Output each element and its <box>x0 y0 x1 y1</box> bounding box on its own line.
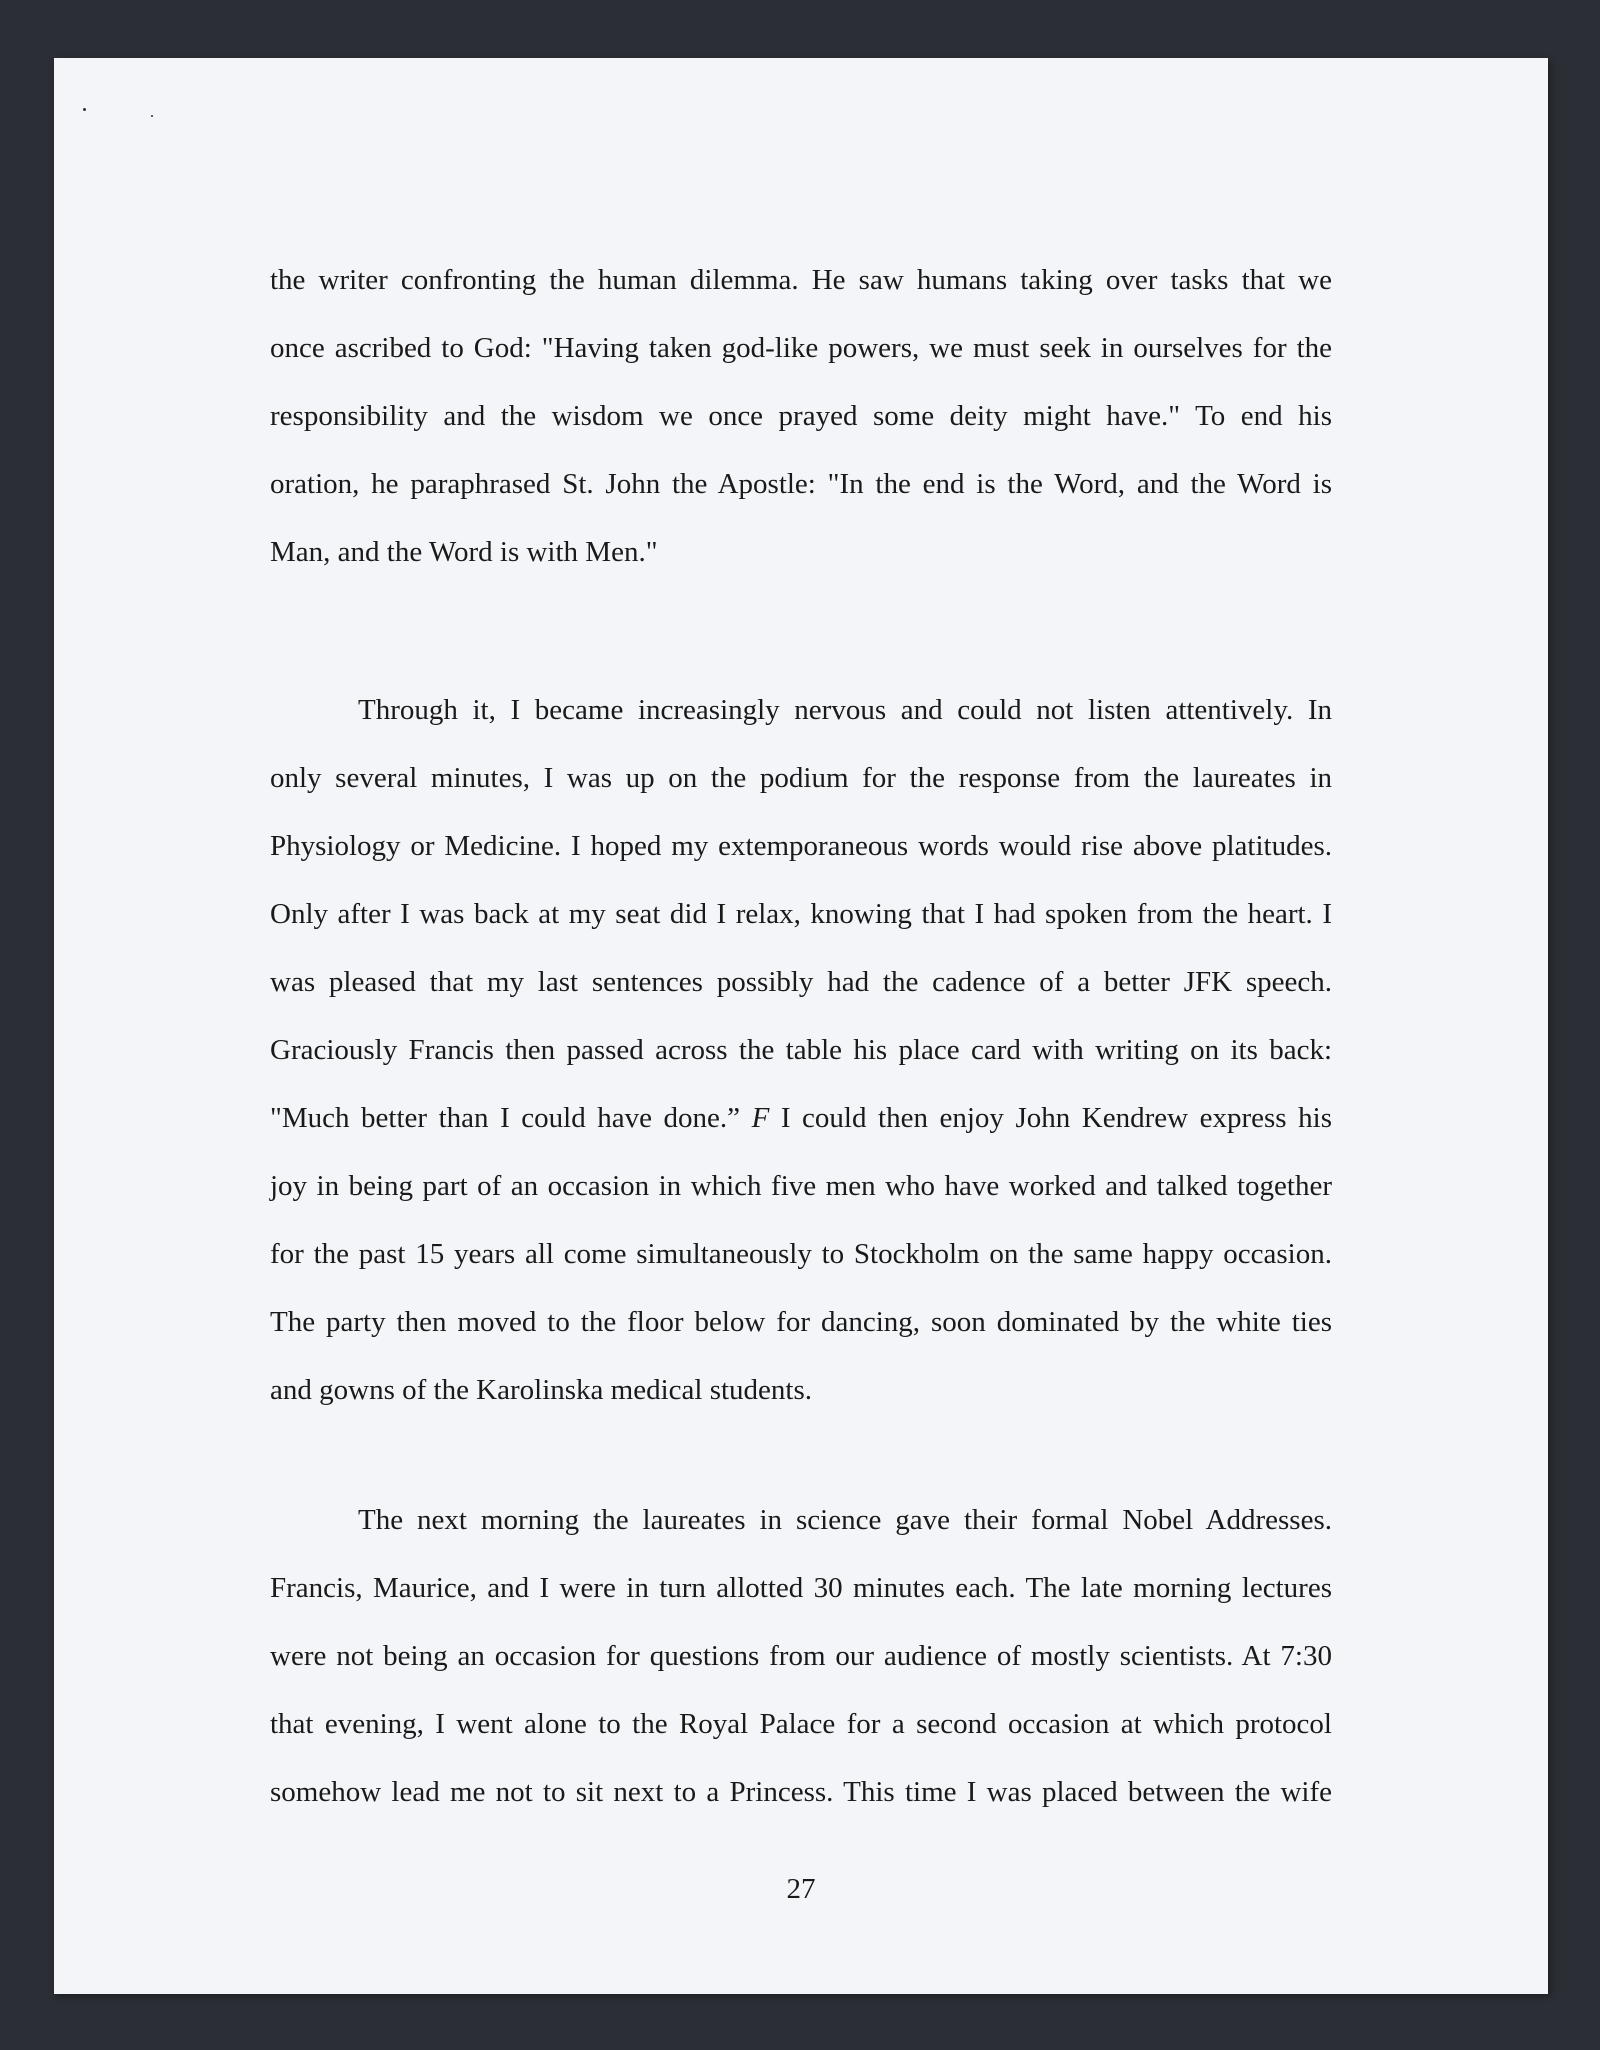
footnote-marker: F <box>751 1102 770 1134</box>
text-line: were not being an occasion for questions from our audience of mostly scientists. At 7:30 <box>270 1640 1332 1672</box>
text-line-with-marker <box>270 1084 1332 1152</box>
text-line: somehow lead me not to sit next to a Princess. This time I was placed between the wife <box>270 1776 1332 1808</box>
paper-speck <box>151 115 153 117</box>
quote-text: "Much better than I could have done.” <box>270 1102 741 1134</box>
paragraph-1 <box>270 246 1332 586</box>
paragraph-3 <box>270 1486 1332 1826</box>
text-line: Francis, Maurice, and I were in turn allotted 30 minutes each. The late morning lectures <box>270 1572 1332 1604</box>
text-line: the writer confronting the human dilemma. He saw humans taking over tasks that we <box>270 264 1332 296</box>
paragraph-2 <box>270 676 1332 1424</box>
text-line: joy in being part of an occasion in which five men who have worked and talked together <box>270 1170 1332 1202</box>
text-line: that evening, I went alone to the Royal Palace for a second occasion at which protocol <box>270 1708 1332 1740</box>
text-line: Physiology or Medicine. I hoped my extemporaneous words would rise above platitudes. <box>270 830 1332 862</box>
text-line: for the past 15 years all come simultaneously to Stockholm on the same happy occasion. <box>270 1238 1332 1270</box>
text-line: Only after I was back at my seat did I relax, knowing that I had spoken from the heart. I <box>270 898 1332 930</box>
continuation-text: I could then enjoy John Kendrew express his <box>769 1102 1332 1134</box>
page-number: 27 <box>786 1873 816 1905</box>
text-line: Through it, I became increasingly nervous and could not listen attentively. In <box>358 694 1332 726</box>
text-line: oration, he paraphrased St. John the Apostle: "In the end is the Word, and the Word is <box>270 468 1332 500</box>
text-line: and gowns of the Karolinska medical students. <box>270 1374 813 1406</box>
text-line: Graciously Francis then passed across the table his place card with writing on its back: <box>270 1034 1332 1066</box>
text-line: once ascribed to God: "Having taken god-like powers, we must seek in ourselves for the <box>270 332 1332 364</box>
text-line: responsibility and the wisdom we once prayed some deity might have." To end his <box>270 400 1332 432</box>
text-line: Man, and the Word is with Men." <box>270 536 658 568</box>
document-page <box>54 58 1548 1994</box>
text-line: was pleased that my last sentences possibly had the cadence of a better JFK speech. <box>270 966 1332 998</box>
text-line: The party then moved to the floor below for dancing, soon dominated by the white ties <box>270 1306 1332 1338</box>
text-line: The next morning the laureates in science gave their formal Nobel Addresses. <box>358 1504 1332 1536</box>
text-line: only several minutes, I was up on the podium for the response from the laureates in <box>270 762 1332 794</box>
paper-speck <box>83 108 86 111</box>
